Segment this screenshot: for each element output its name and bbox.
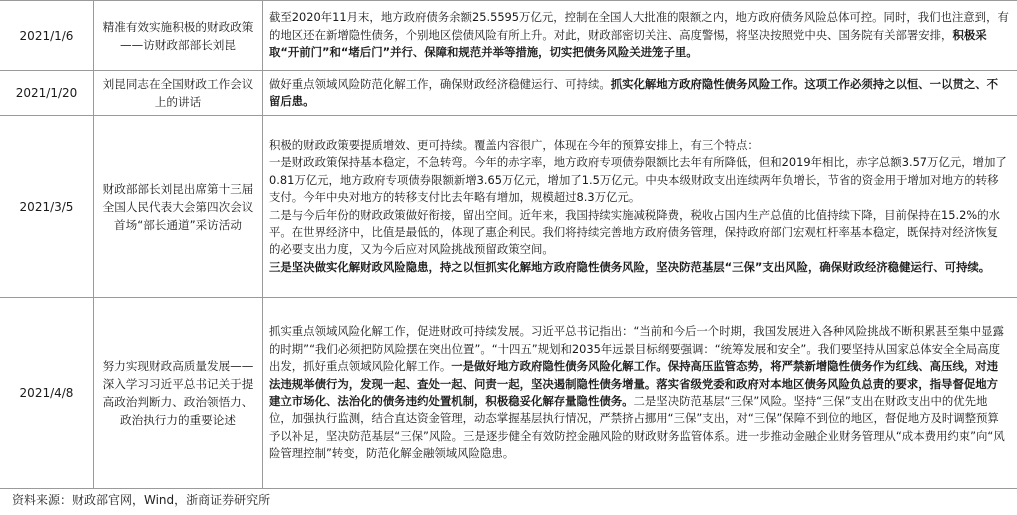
content-cell (263, 298, 1017, 489)
date-cell: 2021/4/8 (0, 298, 94, 489)
content-bold-text: 三是坚决做实化解财政风险隐患，持之以恒抓实化解地方政府隐性债务风险，坚决防范基层“三保”支出风险，确保财政经济稳健运行、可持续。 (269, 259, 991, 274)
content-paragraph (269, 259, 1009, 276)
source-note: 资料来源：财政部官网，Wind，浙商证券研究所 (12, 493, 271, 507)
table-row (0, 71, 1017, 116)
event-title-cell: 财政部部长刘昆出席第十三届全国人民代表大会第四次会议首场“部长通道”采访活动 (94, 116, 263, 298)
date-cell: 2021/1/6 (0, 1, 94, 71)
content-cell (263, 116, 1017, 298)
content-text: 一是财政政策保持基本稳定，不急转弯。今年的赤字率，地方政府专项债券限额比去年有所降低，但和2019年相比，赤字总额3.57万亿元，增加了0.81万亿元，地方政府专项债券限额新增3.65万亿元，增加了1.5万亿元。中央本级财政支出连续两年负增长，节省的资金用于增加对地方的转移支付。今年中央对地方的转移支付比去年略有增加，规模超过8.3万亿元。 (269, 155, 1007, 205)
event-title-cell: 精准有效实施积极的财政政策——访财政部部长刘昆 (94, 1, 263, 71)
content-text: 截至2020年11月末，地方政府债务余额25.5595万亿元，控制在全国人大批准的限额之内，地方政府债务风险总体可控。同时，我们也注意到，有的地区还在新增隐性债务，个别地区偿债风险有所上升。对此，财政部密切关注、高度警惕，将坚决按照党中央、国务院有关部署安排， (269, 10, 1009, 42)
table-row (0, 298, 1017, 489)
content-paragraph (269, 323, 1009, 462)
content-cell (263, 1, 1017, 71)
date-cell: 2021/3/5 (0, 116, 94, 298)
content-paragraph (269, 76, 1009, 111)
event-title-cell: 努力实现财政高质量发展——深入学习习近平总书记关于提高政治判断力、政治领悟力、政治执行力的重要论述 (94, 298, 263, 489)
content-paragraph (269, 207, 1009, 259)
date-cell: 2021/1/20 (0, 71, 94, 116)
content-text: 二是坚决防范基层“三保”风险。坚持“三保”支出在财政支出中的优先地位，加强执行监测，结合直达资金管理，动态掌握基层执行情况，严禁挤占挪用“三保”支出，对“三保”保障不到位的地区，督促地方及时调整预算予以补足，坚决防范基层“三保”风险。三是逐步健全有效防控金融风险的财政财务监管体系。进一步推动金融企业财务管理从“成本费用约束”向“风险管理控制”转变，防范化解金融领域风险隐患。 (269, 394, 1005, 461)
table-row (0, 116, 1017, 298)
content-text: 积极的财政政策要提质增效、更可持续。覆盖内容很广，体现在今年的预算安排上，有三个特点： (269, 137, 759, 152)
content-bold-text: 抓实化解地方政府隐性债务风险工作。这项工作必须持之以恒、一以贯之、不留后患。 (269, 76, 999, 108)
content-text: 二是与今后年份的财政政策做好衔接，留出空间。近年来，我国持续实施减税降费，税收占国内生产总值的比值持续下降，目前保持在15.2%的水平。在世界经济中，比值是最低的，体现了惠企利民。我们将持续完善地方政府债务管理，保持政府部门宏观杠杆率基本稳定，既保持对经济恢复的必要支出力度，又为今后应对风险挑战预留政策空间。 (269, 207, 1001, 257)
content-cell (263, 71, 1017, 116)
content-bold-text: 一是做好地方政府隐性债务风险化解工作。保持高压监管态势，将严禁新增隐性债务作为红线、高压线，对违法违规举债行为，发现一起、查处一起、问责一起，坚决遏制隐性债务增量。落实省级党委和政府对本地区债务风险负总责的要求，指导督促地方建立市场化、法治化的债务违约处置机制，积极稳妥化解存量隐性债务。 (269, 359, 999, 408)
content-paragraph (269, 137, 1009, 154)
content-text: 抓实重点领域风险化解工作，促进财政可持续发展。习近平总书记指出：“当前和今后一个时期，我国发展进入各种风险挑战不断积累甚至集中显露的时期”“我们必须把防风险摆在突出位置”。“十四五”规划和2035年远景目标纲要强调：“统筹发展和安全”。我们要坚持从国家总体安全全局高度出发，抓好重点领域风险化解工作。 (269, 324, 1004, 374)
content-paragraph (269, 9, 1009, 61)
event-title-cell: 刘昆同志在全国财政工作会议上的讲话 (94, 71, 263, 116)
content-paragraph (269, 154, 1009, 206)
content-bold-text: 积极采取“开前门”和“堵后门”并行、保障和规范并举等措施，切实把债务风险关进笼子里。 (269, 27, 987, 60)
content-text: 做好重点领域风险防范化解工作，确保财政经济稳健运行、可持续。 (269, 76, 611, 91)
table-row (0, 1, 1017, 71)
